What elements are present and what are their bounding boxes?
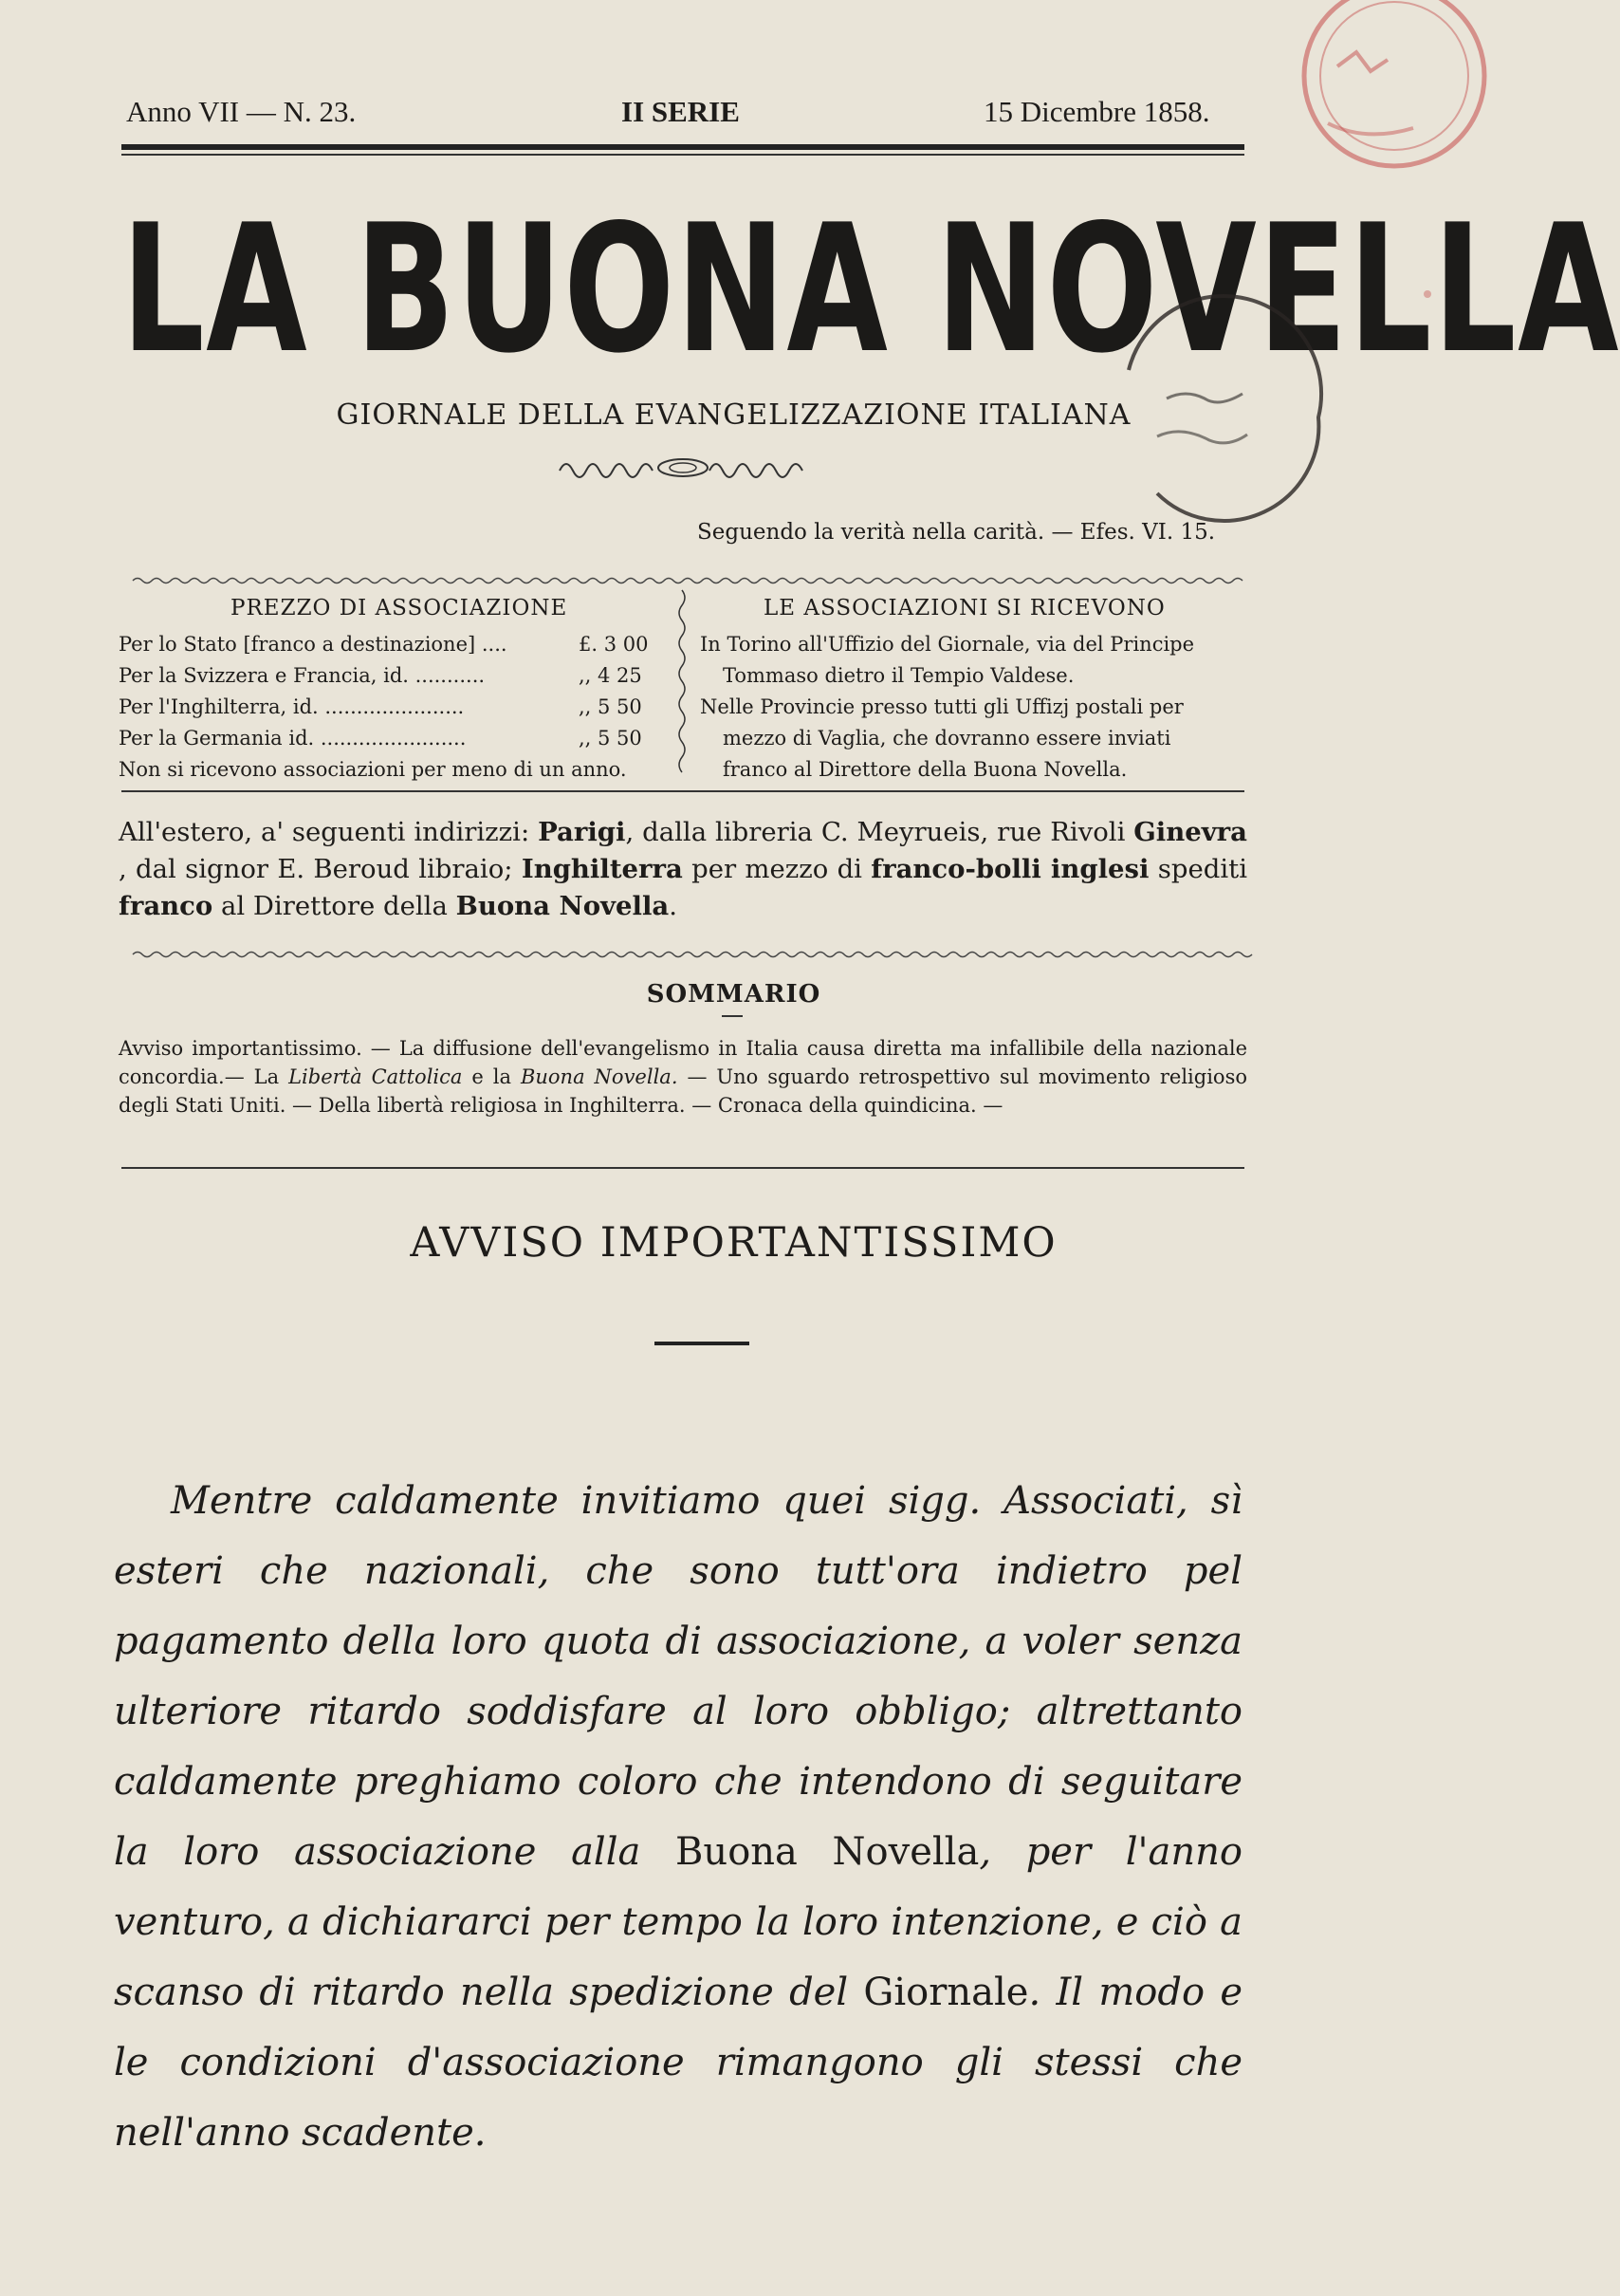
- masthead-title: LA BUONA NOVELLA: [121, 186, 1620, 392]
- motto: Seguendo la verità nella carità. — Efes. VI. 15.: [697, 520, 1216, 545]
- price-heading: PREZZO DI ASSOCIAZIONE: [230, 596, 568, 620]
- price-label: Per la Svizzera e Francia, id. ...........: [119, 664, 486, 687]
- price-value: ,, 5 50: [579, 695, 642, 718]
- issue-number: Anno VII — N. 23.: [126, 95, 357, 128]
- subscriptions-line: mezzo di Vaglia, che dovranno essere inviati: [723, 727, 1171, 750]
- subscriptions-line: In Torino all'Uffizio del Giornale, via del Principe: [700, 633, 1195, 656]
- issue-date: 15 Dicembre 1858.: [984, 95, 1210, 128]
- summary-text: Avviso importantissimo. — La diffusione dell'evangelismo in Italia causa diretta ma infallibile della nazionale concordia.— La Libertà Cattolica e la Buona Novella. — Uno sguardo retrospettivo sul movimento religioso degli Stati Uniti. — Della libertà religiosa in Inghilterra. — Cronaca della quindicina. —: [119, 1037, 1247, 1117]
- notice-rule: [654, 1342, 749, 1345]
- ornament-icon: [555, 454, 811, 482]
- header-rule-thin: [121, 154, 1244, 156]
- price-value: ,, 5 50: [579, 727, 642, 750]
- summary-rule: [722, 1015, 743, 1017]
- price-label: Per lo Stato [franco a destinazione] ....: [119, 633, 507, 656]
- price-value: £. 3 00: [579, 633, 649, 656]
- postmark-icon: [1100, 313, 1347, 531]
- price-note: Non si ricevono associazioni per meno di un anno.: [119, 758, 627, 781]
- series-label: II SERIE: [621, 95, 740, 128]
- abroad-addresses: All'estero, a' seguenti indirizzi: Parigi, dalla libreria C. Meyrueis, rue Rivoli Ginevra , dal signor E. Beroud libraio; Inghilterra per mezzo di franco-bolli inglesi spediti franco al Direttore della Buona Novella.: [119, 817, 1247, 921]
- header-rule: [121, 144, 1244, 150]
- section-rule: [121, 1167, 1244, 1169]
- wavy-rule: [133, 576, 1243, 585]
- price-label: Per la Germania id. .......................: [119, 727, 467, 750]
- subscriptions-heading: LE ASSOCIAZIONI SI RICEVONO: [764, 596, 1166, 620]
- red-stamp-icon: [1233, 0, 1467, 237]
- subscriptions-line: franco al Direttore della Buona Novella.: [723, 758, 1128, 781]
- column-brace: [675, 590, 689, 775]
- subscriptions-line: Nelle Provincie presso tutti gli Uffizj postali per: [700, 695, 1184, 718]
- wavy-rule: [133, 950, 1243, 959]
- section-rule: [121, 790, 1244, 792]
- notice-title: AVVISO IMPORTANTISSIMO: [410, 1219, 1058, 1267]
- price-value: ,, 4 25: [579, 664, 642, 687]
- subtitle: GIORNALE DELLA EVANGELIZZAZIONE ITALIANA: [336, 398, 1132, 432]
- price-label: Per l'Inghilterra, id. ......................: [119, 695, 465, 718]
- subscriptions-line: Tommaso dietro il Tempio Valdese.: [723, 664, 1075, 687]
- notice-body: Mentre caldamente invitiamo quei sigg. Associati, sì esteri che nazionali, che sono tutt'ora indietro pel pagamento della loro quota di associazione, a voler senza ulteriore ritardo soddisfare al loro obbligo; altrettanto caldamente preghiamo coloro che intendono di seguitare la loro associazione alla Buona Novella, per l'anno venturo, a dichiararci per tempo la loro intenzione, e ciò a scanso di ritardo nella spedizione del Giornale. Il modo e le condizioni d'associazione rimangono gli stessi che nell'anno scadente.: [114, 1479, 1243, 2155]
- summary-title: SOMMARIO: [646, 980, 821, 1009]
